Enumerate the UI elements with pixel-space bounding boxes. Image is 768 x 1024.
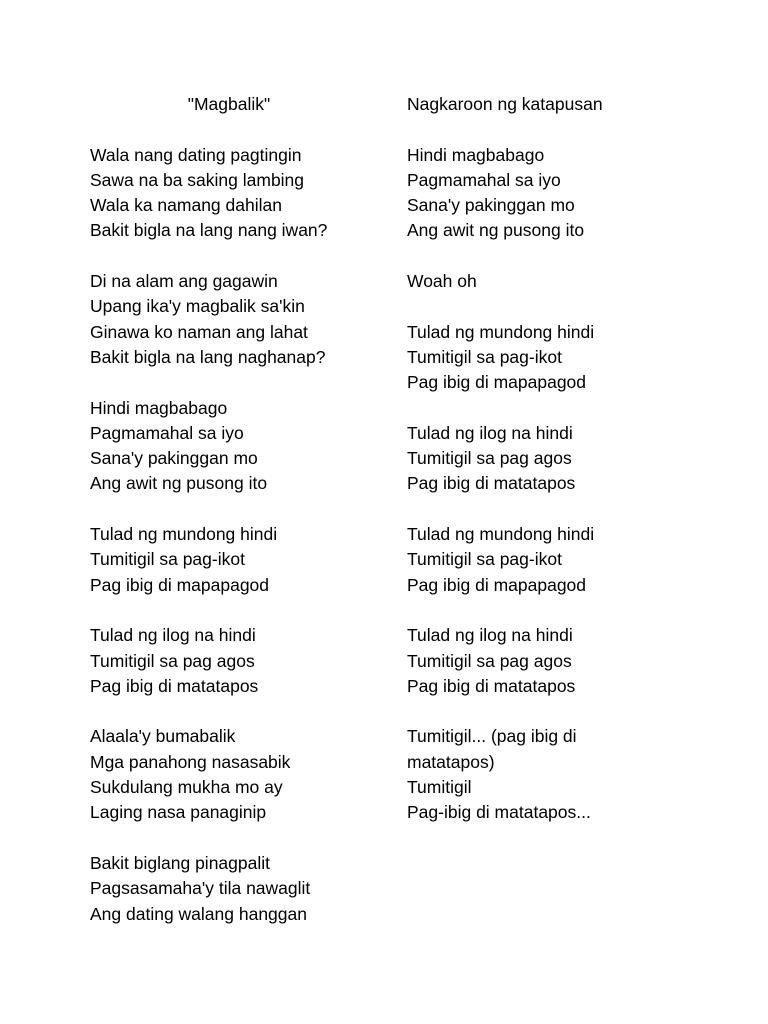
lyric-line: Bakit bigla na lang naghanap?: [90, 346, 326, 367]
lyric-line: Hindi magbabago: [407, 144, 545, 165]
blank-line: [407, 294, 737, 319]
lyric-line: Tulad ng ilog na hindi: [407, 625, 573, 646]
lyric-line: Tulad ng mundong hindi: [90, 524, 278, 545]
lyric-line: Sawa na ba saking lambing: [90, 169, 305, 190]
lyric-line: Tulad ng ilog na hindi: [407, 422, 573, 443]
lyric-line: Tumitigil sa pag agos: [90, 650, 255, 671]
song-title: "Magbalik": [187, 94, 271, 114]
right-lyrics: [407, 92, 737, 826]
lyric-line: Upang ika'y magbalik sa'kin: [90, 296, 305, 317]
blank-line: [90, 598, 390, 623]
lyric-line: Hindi magbabago: [90, 397, 228, 418]
lyric-line: Pag ibig di mapapagod: [407, 574, 587, 595]
lyric-line: Wala nang dating pagtingin: [90, 144, 302, 165]
lyric-line: Tulad ng ilog na hindi: [90, 625, 256, 646]
lyric-line: matatapos): [407, 751, 495, 772]
lyric-line: Alaala'y bumabalik: [90, 726, 236, 747]
lyric-line: Sana'y pakinggan mo: [407, 195, 575, 216]
left-column: [90, 92, 390, 927]
blank-line: [407, 699, 737, 724]
lyric-line: Ang dating walang hanggan: [90, 903, 307, 924]
blank-line: [90, 699, 390, 724]
blank-line: [90, 497, 390, 522]
lyric-line: Tumitigil sa pag-ikot: [90, 549, 245, 570]
blank-line: [407, 598, 737, 623]
blank-line: [90, 117, 390, 142]
lyric-line: Di na alam ang gagawin: [90, 271, 278, 292]
blank-line: [90, 826, 390, 851]
lyric-line: Tumitigil sa pag agos: [407, 650, 572, 671]
lyric-line: Mga panahong nasasabik: [90, 751, 291, 772]
lyric-line: Tumitigil sa pag-ikot: [407, 346, 562, 367]
lyric-line: Bakit bigla na lang nang iwan?: [90, 220, 328, 241]
lyric-line: Pag ibig di matatapos: [407, 473, 576, 494]
lyric-line: Pagmamahal sa iyo: [90, 422, 244, 443]
right-column: [407, 92, 737, 826]
blank-line: [407, 117, 737, 142]
lyric-line: Ginawa ko naman ang lahat: [90, 321, 308, 342]
lyric-line: Tulad ng mundong hindi: [407, 524, 595, 545]
lyric-line: Tumitigil sa pag agos: [407, 448, 572, 469]
lyric-line: Pagmamahal sa iyo: [407, 169, 561, 190]
blank-line: [407, 396, 737, 421]
lyric-line: Pagsasamaha'y tila nawaglit: [90, 878, 311, 899]
blank-line: [90, 370, 390, 395]
left-lyrics: [90, 143, 390, 927]
blank-line: [407, 497, 737, 522]
lyric-line: Pag-ibig di matatapos...: [407, 802, 591, 823]
lyric-line: Sana'y pakinggan mo: [90, 448, 258, 469]
lyric-line: Pag ibig di mapapagod: [90, 574, 270, 595]
lyric-line: Tulad ng mundong hindi: [407, 321, 595, 342]
lyric-line: Woah oh: [407, 271, 477, 292]
blank-line: [407, 244, 737, 269]
blank-line: [90, 244, 390, 269]
lyric-line: Laging nasa panaginip: [90, 802, 267, 823]
lyric-line: Pag ibig di matatapos: [90, 675, 259, 696]
lyric-line: Tumitigil sa pag-ikot: [407, 549, 562, 570]
lyric-line: Bakit biglang pinagpalit: [90, 852, 270, 873]
lyric-line: Ang awit ng pusong ito: [407, 220, 585, 241]
lyric-line: Wala ka namang dahilan: [90, 195, 282, 216]
lyric-line: Tumitigil... (pag ibig di: [407, 726, 577, 747]
lyric-line: Pag ibig di mapapagod: [407, 372, 587, 393]
lyric-line: Sukdulang mukha mo ay: [90, 777, 283, 798]
lyric-line: Pag ibig di matatapos: [407, 675, 576, 696]
lyric-line: Tumitigil: [407, 777, 472, 798]
lyric-line: Nagkaroon ng katapusan: [407, 94, 603, 114]
lyric-line: Ang awit ng pusong ito: [90, 473, 268, 494]
